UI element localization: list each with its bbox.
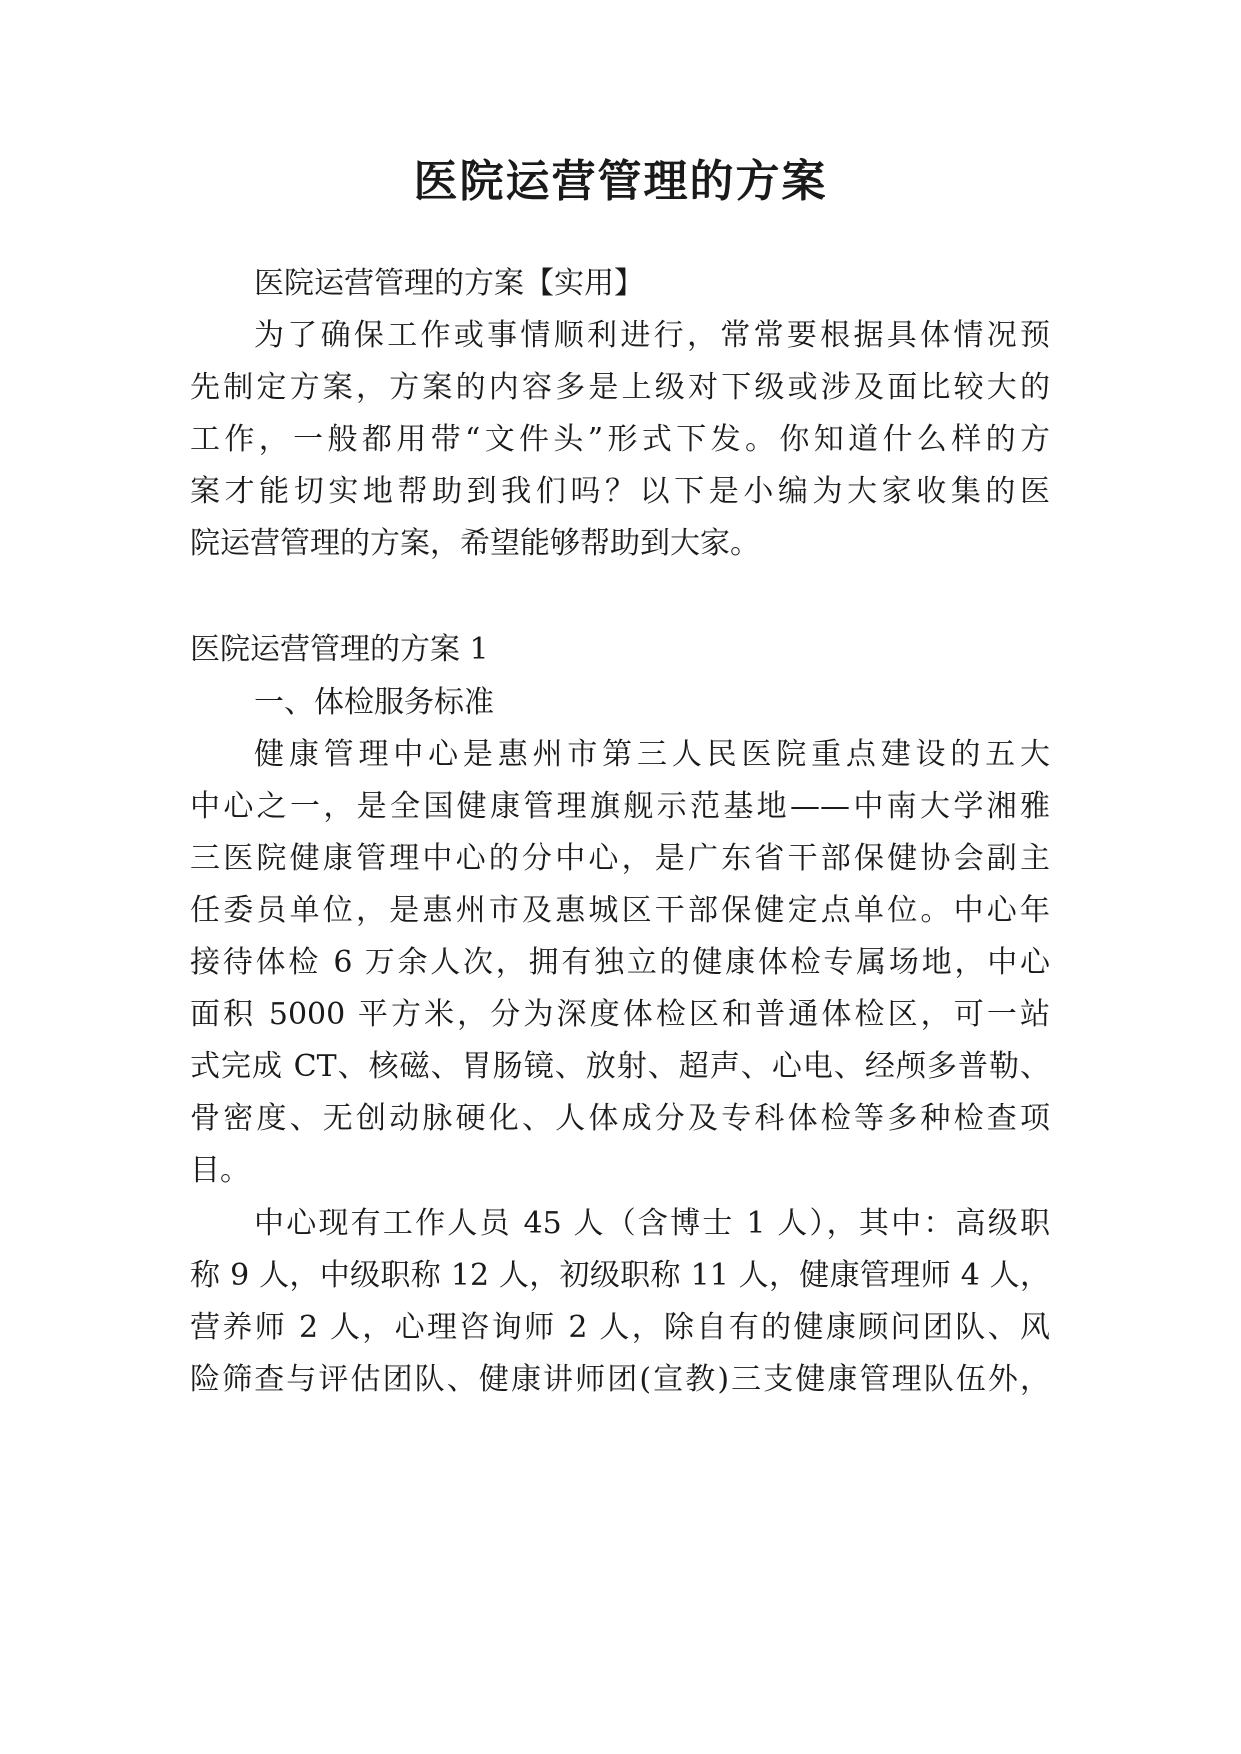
document-subtitle: 医院运营管理的方案【实用】 [254, 266, 644, 301]
paragraph-line: 任委员单位，是惠州市及惠城区干部保健定点单位。中心年 [190, 893, 1050, 928]
paragraph-line: 接待体检 6 万余人次，拥有独立的健康体检专属场地，中心 [190, 945, 1050, 980]
paragraph-line: 险筛查与评估团队、健康讲师团(宣教)三支健康管理队伍外， [190, 1362, 1050, 1397]
paragraph-line: 营养师 2 人，心理咨询师 2 人，除自有的健康顾问团队、风 [190, 1310, 1050, 1345]
intro-line: 院运营管理的方案，希望能够帮助到大家。 [190, 526, 760, 561]
paragraph-line: 式完成 CT、核磁、胃肠镜、放射、超声、心电、经颅多普勒、 [190, 1049, 1050, 1084]
paragraph-line: 中心现有工作人员 45 人（含博士 1 人），其中：高级职 [254, 1206, 1050, 1241]
intro-line: 为了确保工作或事情顺利进行，常常要根据具体情况预 [254, 318, 1050, 353]
paragraph-line: 目。 [190, 1153, 250, 1188]
paragraph-line: 面积 5000 平方米，分为深度体检区和普通体检区，可一站 [190, 997, 1050, 1032]
document-title: 医院运营管理的方案 [413, 156, 828, 207]
sub-heading: 一、体检服务标准 [254, 685, 494, 720]
intro-line: 工作，一般都用带“文件头”形式下发。你知道什么样的方 [190, 422, 1050, 457]
paragraph-line: 健康管理中心是惠州市第三人民医院重点建设的五大 [254, 737, 1050, 772]
section-heading: 医院运营管理的方案 1 [190, 632, 489, 667]
intro-line: 先制定方案，方案的内容多是上级对下级或涉及面比较大的 [190, 370, 1050, 405]
intro-line: 案才能切实地帮助到我们吗？以下是小编为大家收集的医 [190, 474, 1050, 509]
paragraph-line: 骨密度、无创动脉硬化、人体成分及专科体检等多种检查项 [190, 1101, 1050, 1136]
paragraph-line: 三医院健康管理中心的分中心，是广东省干部保健协会副主 [190, 841, 1050, 876]
paragraph-line: 称 9 人，中级职称 12 人，初级职称 11 人，健康管理师 4 人， [190, 1258, 1050, 1293]
paragraph-line: 中心之一，是全国健康管理旗舰示范基地——中南大学湘雅 [190, 789, 1050, 824]
